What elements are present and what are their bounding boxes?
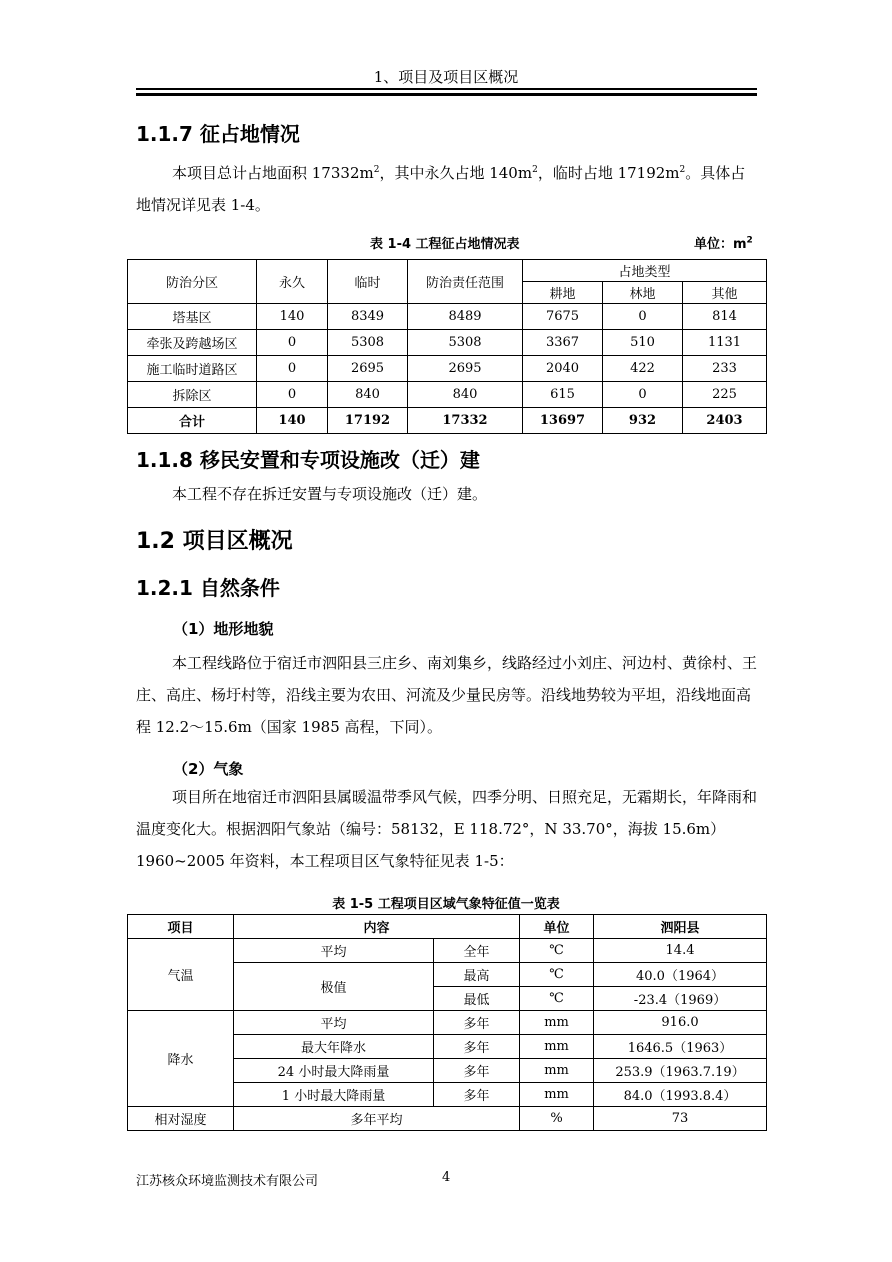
cell: 84.0（1993.8.4） xyxy=(594,1083,767,1107)
cell: 422 xyxy=(603,356,683,382)
cell: 最低 xyxy=(434,987,520,1011)
cell: 140 xyxy=(257,408,328,434)
cell: 2695 xyxy=(408,356,523,382)
cell: 多年 xyxy=(434,1083,520,1107)
cell: mm xyxy=(520,1059,594,1083)
th-unit: 单位 xyxy=(520,915,594,939)
heading-1-2-1: 1.2.1 自然条件 xyxy=(136,576,280,600)
table-row xyxy=(128,1107,767,1131)
cell: 17332 xyxy=(408,408,523,434)
cell: 5308 xyxy=(328,330,408,356)
table1-unit: 单位：$m^2$ xyxy=(694,235,753,252)
th-item: 项目 xyxy=(128,915,234,939)
cell-rain-label: 降水 xyxy=(128,1011,234,1107)
cell: 塔基区 xyxy=(128,304,257,330)
cell: mm xyxy=(520,1083,594,1107)
cell: 73 xyxy=(594,1107,767,1131)
cell: 2695 xyxy=(328,356,408,382)
cell: 多年平均 xyxy=(234,1107,520,1131)
cell: % xyxy=(520,1107,594,1131)
cell: 7675 xyxy=(523,304,603,330)
cell: ℃ xyxy=(520,963,594,987)
paragraph-resettlement: 本工程不存在拆迁安置与专项设施改（迁）建。 xyxy=(172,485,488,503)
cell: 0 xyxy=(257,330,328,356)
cell: 平均 xyxy=(234,1011,434,1035)
cell: mm xyxy=(520,1011,594,1035)
cell: 多年 xyxy=(434,1011,520,1035)
table-row xyxy=(128,382,767,408)
page-number: 4 xyxy=(442,1170,451,1185)
cell: 840 xyxy=(328,382,408,408)
paragraph-land-area: 本项目总计占地面积 $17332m^2$，其中永久占地 $140m^2$，临时占地 $17192m^2$。具体占地情况详见表 1-4。 xyxy=(136,164,746,214)
cell: 0 xyxy=(257,382,328,408)
th-scope: 防治责任范围 xyxy=(408,260,523,304)
th-other: 其他 xyxy=(683,282,767,304)
subheading-climate: （2）气象 xyxy=(173,760,244,778)
land-occupation-table xyxy=(127,259,767,434)
cell: 0 xyxy=(603,304,683,330)
cell: 615 xyxy=(523,382,603,408)
cell: 8489 xyxy=(408,304,523,330)
cell: 全年 xyxy=(434,939,520,963)
th-content: 内容 xyxy=(234,915,520,939)
table-row xyxy=(128,330,767,356)
th-zone: 防治分区 xyxy=(128,260,257,304)
cell: 510 xyxy=(603,330,683,356)
cell: 0 xyxy=(257,356,328,382)
cell: 140 xyxy=(257,304,328,330)
cell: 施工临时道路区 xyxy=(128,356,257,382)
cell: 13697 xyxy=(523,408,603,434)
cell: 916.0 xyxy=(594,1011,767,1035)
paragraph-terrain: 本工程线路位于宿迁市泗阳县三庄乡、南刘集乡，线路经过小刘庄、河边村、黄徐村、王庄、高庄、杨圩村等，沿线主要为农田、河流及少量民房等。沿线地势较为平坦，沿线地面高程 12.2～15.6m（国家 1985 高程，下同）。 xyxy=(136,654,758,736)
cell: 233 xyxy=(683,356,767,382)
footer-company: 江苏核众环境监测技术有限公司 xyxy=(136,1174,319,1189)
cell: ℃ xyxy=(520,987,594,1011)
table-row-total xyxy=(128,408,767,434)
subheading-terrain: （1）地形地貌 xyxy=(173,620,274,638)
running-header: 1、项目及项目区概况 xyxy=(373,68,519,86)
cell: 1646.5（1963） xyxy=(594,1035,767,1059)
cell: 17192 xyxy=(328,408,408,434)
cell: 1131 xyxy=(683,330,767,356)
cell: 2403 xyxy=(683,408,767,434)
cell: 最大年降水 xyxy=(234,1035,434,1059)
cell: 3367 xyxy=(523,330,603,356)
cell: 40.0（1964） xyxy=(594,963,767,987)
th-temporary: 临时 xyxy=(328,260,408,304)
cell: 0 xyxy=(603,382,683,408)
cell: 5308 xyxy=(408,330,523,356)
cell-humidity-label: 相对湿度 xyxy=(128,1107,234,1131)
table2-caption: 表 1-5 工程项目区域气象特征值一览表 xyxy=(332,897,560,912)
cell: 24 小时最大降雨量 xyxy=(234,1059,434,1083)
table-row xyxy=(128,1011,767,1035)
cell: 2040 xyxy=(523,356,603,382)
cell: ℃ xyxy=(520,939,594,963)
cell: 225 xyxy=(683,382,767,408)
paragraph-climate: 项目所在地宿迁市泗阳县属暖温带季风气候，四季分明、日照充足，无霜期长，年降雨和温度变化大。根据泗阳气象站（编号：58132，E 118.72°，N 33.70°，海拔 15.6m）1960~2005 年资料，本工程项目区气象特征见表 1-5： xyxy=(136,788,758,870)
cell: 1 小时最大降雨量 xyxy=(234,1083,434,1107)
cell: 拆除区 xyxy=(128,382,257,408)
cell: 合计 xyxy=(128,408,257,434)
heading-1-2: 1.2 项目区概况 xyxy=(136,529,293,554)
th-land-type: 占地类型 xyxy=(523,260,767,282)
cell: 多年 xyxy=(434,1059,520,1083)
header-rule-thick xyxy=(136,93,757,96)
table-row xyxy=(128,304,767,330)
table-row xyxy=(128,356,767,382)
cell: 840 xyxy=(408,382,523,408)
heading-1-1-7: 1.1.7 征占地情况 xyxy=(136,122,300,146)
cell: mm xyxy=(520,1035,594,1059)
cell: 932 xyxy=(603,408,683,434)
th-farmland: 耕地 xyxy=(523,282,603,304)
cell-extreme-label: 极值 xyxy=(234,963,434,1011)
cell: 253.9（1963.7.19） xyxy=(594,1059,767,1083)
table-row xyxy=(128,939,767,963)
header-rule-thin xyxy=(136,88,757,90)
cell: 8349 xyxy=(328,304,408,330)
heading-1-1-8: 1.1.8 移民安置和专项设施改（迁）建 xyxy=(136,448,480,472)
cell: -23.4（1969） xyxy=(594,987,767,1011)
cell: 814 xyxy=(683,304,767,330)
cell: 14.4 xyxy=(594,939,767,963)
cell: 平均 xyxy=(234,939,434,963)
cell: 牵张及跨越场区 xyxy=(128,330,257,356)
table1-caption: 表 1-4 工程征占地情况表 xyxy=(370,237,520,252)
cell: 多年 xyxy=(434,1035,520,1059)
th-forest: 林地 xyxy=(603,282,683,304)
cell-temp-label: 气温 xyxy=(128,939,234,1011)
th-value: 泗阳县 xyxy=(594,915,767,939)
cell: 最高 xyxy=(434,963,520,987)
th-permanent: 永久 xyxy=(257,260,328,304)
climate-table xyxy=(127,914,767,1131)
